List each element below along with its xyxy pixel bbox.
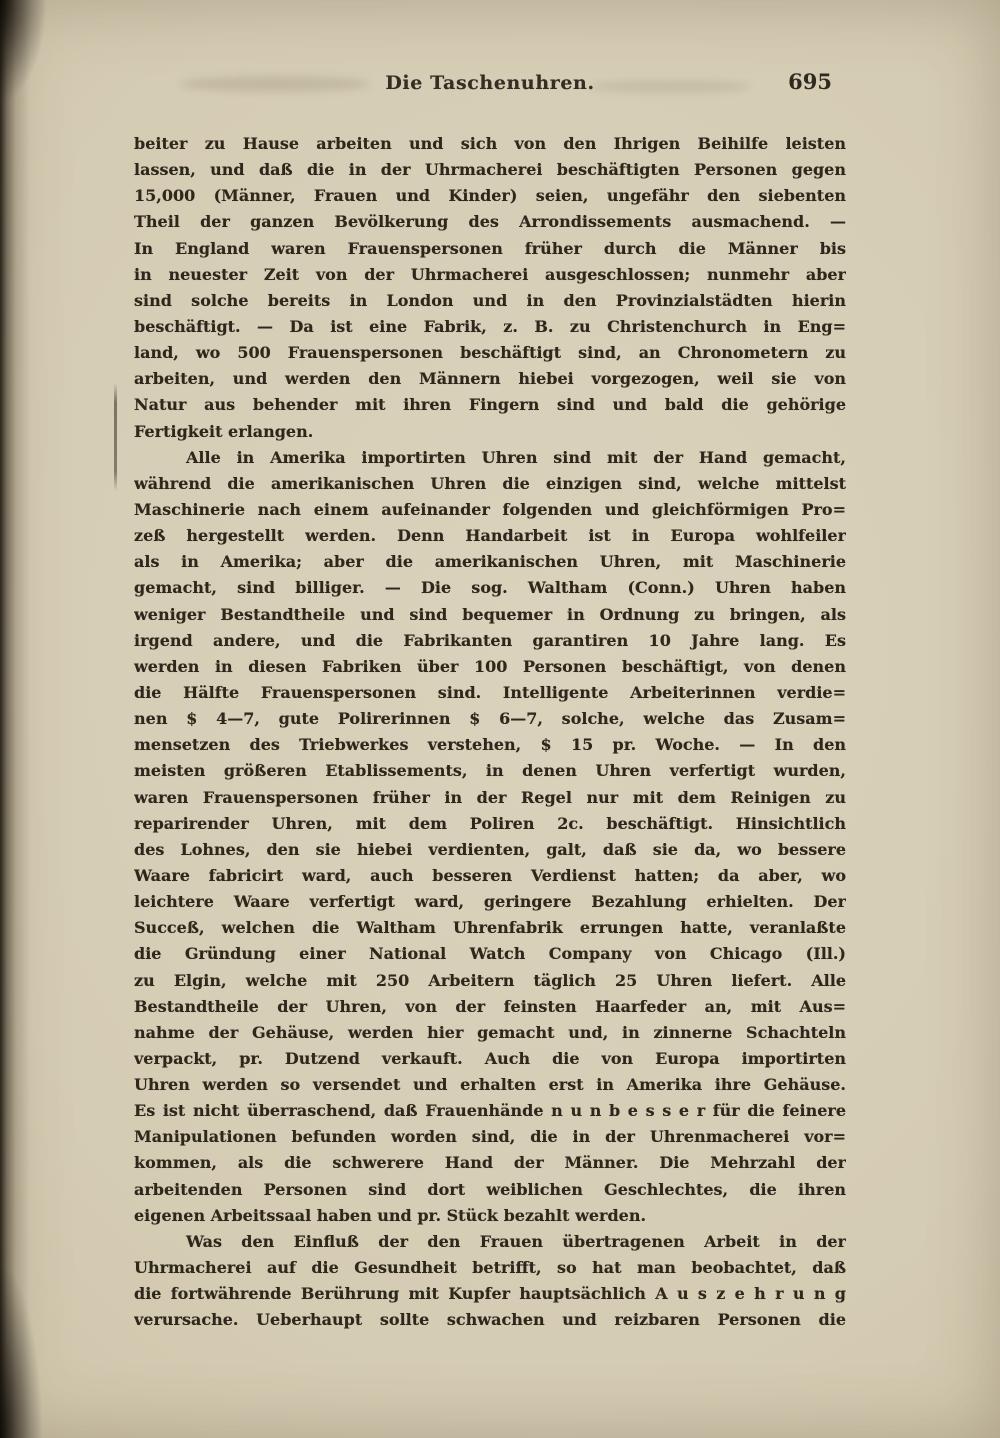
binding-corner-top <box>0 0 46 100</box>
text-line: verpackt, pr. Dutzend verkauft. Auch die von Europa importirten <box>134 1048 846 1068</box>
text-line: kommen, als die schwerere Hand der Männer. Die Mehrzahl der <box>134 1153 846 1173</box>
binding-corner-bottom <box>0 1268 42 1438</box>
text-line: werden in diesen Fabriken über 100 Personen beschäftigt, von denen <box>134 656 846 676</box>
page-number: 695 <box>788 69 832 94</box>
text-line: die Gründung einer National Watch Company von Chicago (Ill.) <box>134 944 846 964</box>
text-line: mensetzen des Triebwerkes verstehen, $ 15 pr. Woche. — In den <box>134 735 846 755</box>
text-line: land, wo 500 Frauenspersonen beschäftigt sind, an Chronometern zu <box>134 343 846 363</box>
text-line: als in Amerika; aber die amerikanischen Uhren, mit Maschinerie <box>134 552 846 572</box>
text-line: des Lohnes, den sie hiebei verdienten, galt, daß sie da, wo bessere <box>134 839 846 859</box>
text-line: Waare fabricirt ward, auch besseren Verdienst hatten; da aber, wo <box>134 865 846 885</box>
text-line: Es ist nicht überraschend, daß Frauenhände n u n b e s s e r für die feinere <box>134 1101 846 1121</box>
text-line: zeß hergestellt werden. Denn Handarbeit ist in Europa wohlfeiler <box>134 526 846 546</box>
text-line: waren Frauenspersonen früher in der Regel nur mit dem Reinigen zu <box>134 787 846 807</box>
margin-mark <box>114 383 117 491</box>
text-line: in neuester Zeit von der Uhrmacherei ausgeschlossen; nunmehr aber <box>134 264 846 284</box>
text-line: Uhrmacherei auf die Gesundheit betrifft, so hat man beobachtet, daß <box>134 1258 846 1278</box>
text-line: Manipulationen befunden worden sind, die in der Uhrenmacherei vor= <box>134 1127 846 1147</box>
text-line: irgend andere, und die Fabrikanten garantiren 10 Jahre lang. Es <box>134 630 846 650</box>
text-line: nen $ 4—7, gute Polirerinnen $ 6—7, solche, welche das Zusam= <box>134 709 846 729</box>
text-line: die fortwährende Berührung mit Kupfer hauptsächlich A u s z e h r u n g <box>134 1284 846 1304</box>
text-line: sind solche bereits in London und in den Provinzialstädten hierin <box>134 290 846 310</box>
text-line: reparirender Uhren, mit dem Poliren 2c. beschäftigt. Hinsichtlich <box>134 813 846 833</box>
text-line: Succeß, welchen die Waltham Uhrenfabrik errungen hatte, veranlaßte <box>134 918 846 938</box>
text-line: Theil der ganzen Bevölkerung des Arrondissements ausmachend. — <box>134 212 846 232</box>
page-body <box>134 131 846 1333</box>
text-line: eigenen Arbeitssaal haben und pr. Stück bezahlt werden. <box>134 1205 647 1225</box>
text-line: 15,000 (Männer, Frauen und Kinder) seien, ungefähr den siebenten <box>134 186 846 206</box>
text-line: während die amerikanischen Uhren die einzigen sind, welche mittelst <box>134 473 846 493</box>
text-line: zu Elgin, welche mit 250 Arbeitern täglich 25 Uhren liefert. Alle <box>134 970 846 990</box>
text-line: meisten größeren Etablissements, in denen Uhren verfertigt wurden, <box>134 761 846 781</box>
running-title: Die Taschenuhren. <box>385 72 595 94</box>
text-line: Maschinerie nach einem aufeinander folgenden und gleichförmigen Pro= <box>134 499 846 519</box>
text-line: Was den Einfluß der den Frauen übertragenen Arbeit in der <box>186 1231 846 1251</box>
text-line: lassen, und daß die in der Uhrmacherei beschäftigten Personen gegen <box>134 160 846 180</box>
page-header <box>134 69 846 104</box>
text-line: arbeiten, und werden den Männern hiebei vorgezogen, weil sie von <box>134 369 846 389</box>
text-line: arbeitenden Personen sind dort weiblichen Geschlechtes, die ihren <box>134 1179 846 1199</box>
text-line: die Hälfte Frauenspersonen sind. Intelligente Arbeiterinnen verdie= <box>134 682 846 702</box>
text-line: Alle in Amerika importirten Uhren sind mit der Hand gemacht, <box>186 447 846 467</box>
text-line: Natur aus behender mit ihren Fingern sind und bald die gehörige <box>134 395 846 415</box>
text-line: Uhren werden so versendet und erhalten erst in Amerika ihre Gehäuse. <box>134 1075 846 1095</box>
text-line: Bestandtheile der Uhren, von der feinsten Haarfeder an, mit Aus= <box>134 996 846 1016</box>
text-line: leichtere Waare verfertigt ward, geringere Bezahlung erhielten. Der <box>134 892 846 912</box>
text-line: nahme der Gehäuse, werden hier gemacht und, in zinnerne Schachteln <box>134 1022 846 1042</box>
text-line: gemacht, sind billiger. — Die sog. Waltham (Conn.) Uhren haben <box>134 578 846 598</box>
text-line: verursache. Ueberhaupt sollte schwachen und reizbaren Personen die <box>134 1310 846 1330</box>
text-line: Fertigkeit erlangen. <box>134 421 314 441</box>
text-line: weniger Bestandtheile und sind bequemer in Ordnung zu bringen, als <box>134 604 846 624</box>
binding-shadow <box>0 0 30 1438</box>
text-line: In England waren Frauenspersonen früher durch die Männer bis <box>134 238 846 258</box>
text-line: beiter zu Hause arbeiten und sich von den Ihrigen Beihilfe leisten <box>134 134 846 153</box>
text-line: beschäftigt. — Da ist eine Fabrik, z. B. zu Christenchurch in Eng= <box>134 316 846 336</box>
